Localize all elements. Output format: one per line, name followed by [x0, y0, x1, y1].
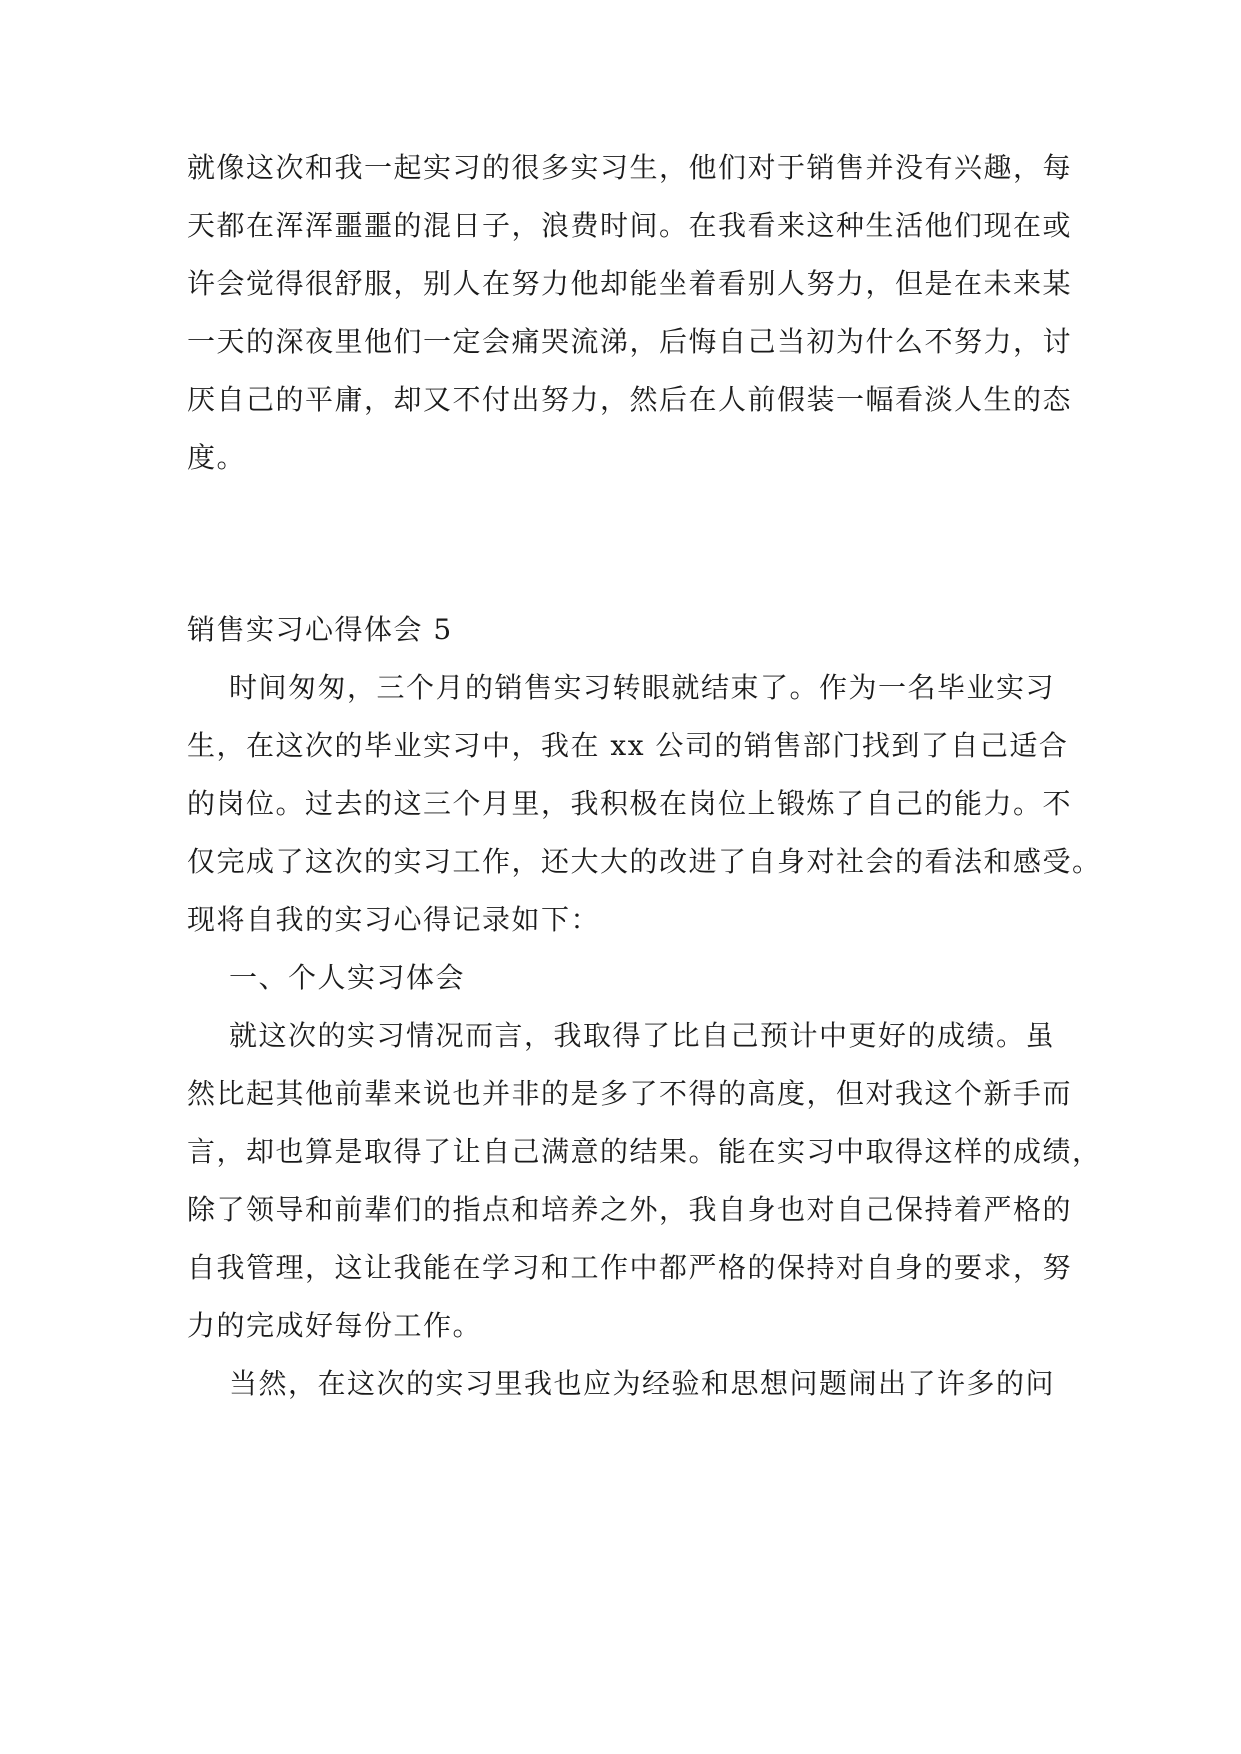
paragraph-line: 力的完成好每份工作。	[187, 1309, 483, 1342]
paragraph-line: 的岗位。过去的这三个月里，我积极在岗位上锻炼了自己的能力。不	[187, 787, 1073, 820]
paragraph-line: 天都在浑浑噩噩的混日子，浪费时间。在我看来这种生活他们现在或	[187, 209, 1073, 242]
paragraph-line: 言，却也算是取得了让自己满意的结果。能在实习中取得这样的成绩，	[187, 1135, 1102, 1168]
paragraph-line: 除了领导和前辈们的指点和培养之外，我自身也对自己保持着严格的	[187, 1193, 1073, 1226]
paragraph-line: 生，在这次的毕业实习中，我在 xx 公司的销售部门找到了自己适合	[187, 729, 1069, 762]
paragraph-line: 厌自己的平庸，却又不付出努力，然后在人前假装一幅看淡人生的态	[187, 383, 1073, 416]
paragraph-line: 就像这次和我一起实习的很多实习生，他们对于销售并没有兴趣，每	[187, 151, 1073, 184]
paragraph-line: 度。	[187, 441, 247, 474]
paragraph-line: 一天的深夜里他们一定会痛哭流涕，后悔自己当初为什么不努力，讨	[187, 325, 1073, 358]
paragraph-line: 现将自我的实习心得记录如下：	[187, 903, 601, 936]
paragraph-line: 就这次的实习情况而言，我取得了比自己预计中更好的成绩。虽	[229, 1019, 1056, 1052]
paragraph-line: 仅完成了这次的实习工作，还大大的改进了自身对社会的看法和感受。	[187, 845, 1102, 878]
paragraph-line: 许会觉得很舒服，别人在努力他却能坐着看别人努力，但是在未来某	[187, 267, 1073, 300]
subheading: 一、个人实习体会	[229, 961, 466, 994]
paragraph-line: 然比起其他前辈来说也并非的是多了不得的高度，但对我这个新手而	[187, 1077, 1073, 1110]
paragraph-line: 时间匆匆，三个月的销售实习转眼就结束了。作为一名毕业实习	[229, 671, 1056, 704]
paragraph-line: 自我管理，这让我能在学习和工作中都严格的保持对自身的要求，努	[187, 1251, 1073, 1284]
section-title: 销售实习心得体会 5	[187, 613, 453, 646]
paragraph-line: 当然，在这次的实习里我也应为经验和思想问题闹出了许多的问	[229, 1367, 1056, 1400]
